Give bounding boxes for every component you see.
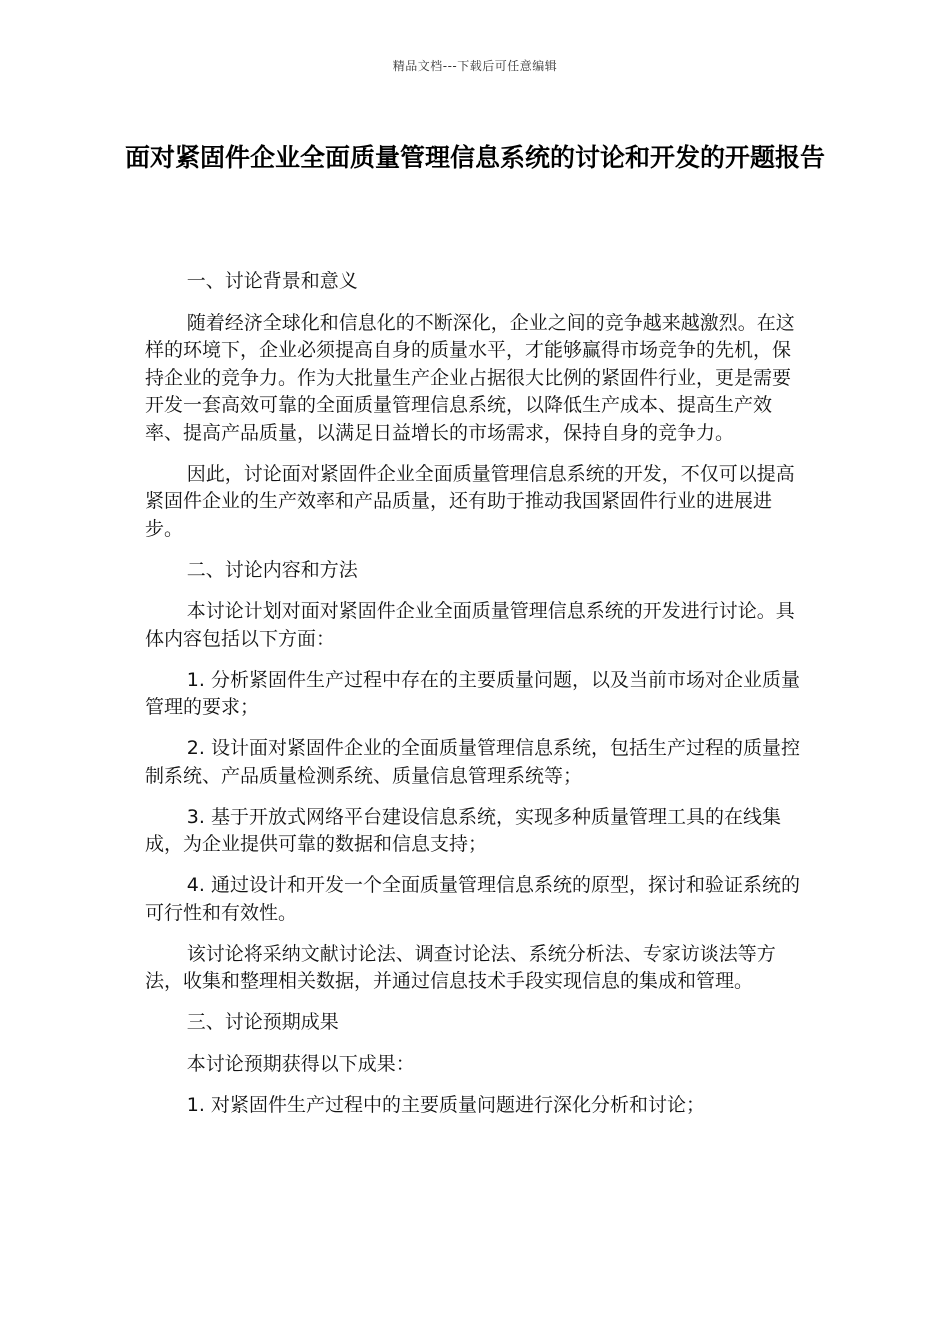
list-item-1: 1. 分析紧固件生产过程中存在的主要质量问题，以及当前市场对企业质量管理的要求； — [145, 668, 800, 718]
section-heading-content-methods: 二、讨论内容和方法 — [186, 558, 358, 581]
result-item-1: 1. 对紧固件生产过程中的主要质量问题进行深化分析和讨论； — [186, 1093, 705, 1116]
document-title: 面对紧固件企业全面质量管理信息系统的讨论和开发的开题报告 — [124, 143, 825, 172]
page-header: 精品文档---下载后可任意编辑 — [392, 59, 558, 73]
section-heading-background: 一、讨论背景和意义 — [186, 270, 358, 292]
paragraph-background: 随着经济全球化和信息化的不断深化，企业之间的竞争越来越激烈。在这样的环境下，企业必须提高自身的质量水平，才能够赢得市场竞争的先机，保持企业的竞争力。作为大批量生产企业占据很大比例的紧固件行业，更是需要开发一套高效可靠的全面质量管理信息系统，以降低生产成本、提高生产效率、提高产品质量，以满足日益增长的市场需求，保持自身的竞争力。 — [145, 311, 795, 444]
paragraph-results-intro: 本讨论预期获得以下成果： — [186, 1052, 415, 1075]
paragraph-methods: 该讨论将采纳文献讨论法、调查讨论法、系统分析法、专家访谈法等方法，收集和整理相关数据，并通过信息技术手段实现信息的集成和管理。 — [145, 942, 776, 992]
list-item-2: 2. 设计面对紧固件企业的全面质量管理信息系统，包括生产过程的质量控制系统、产品质量检测系统、质量信息管理系统等； — [145, 737, 800, 787]
list-item-3: 3. 基于开放式网络平台建设信息系统，实现多种质量管理工具的在线集成，为企业提供可靠的数据和信息支持； — [145, 805, 781, 855]
document-body — [145, 268, 805, 1133]
list-item-4: 4. 通过设计和开发一个全面质量管理信息系统的原型，探讨和验证系统的可行性和有效性。 — [145, 874, 800, 924]
paragraph-significance: 因此，讨论面对紧固件企业全面质量管理信息系统的开发，不仅可以提高紧固件企业的生产效率和产品质量，还有助于推动我国紧固件行业的进展进步。 — [145, 462, 795, 540]
section-heading-expected-results: 三、讨论预期成果 — [186, 1011, 339, 1033]
paragraph-content-intro: 本讨论计划对面对紧固件企业全面质量管理信息系统的开发进行讨论。具体内容包括以下方面： — [145, 600, 795, 650]
